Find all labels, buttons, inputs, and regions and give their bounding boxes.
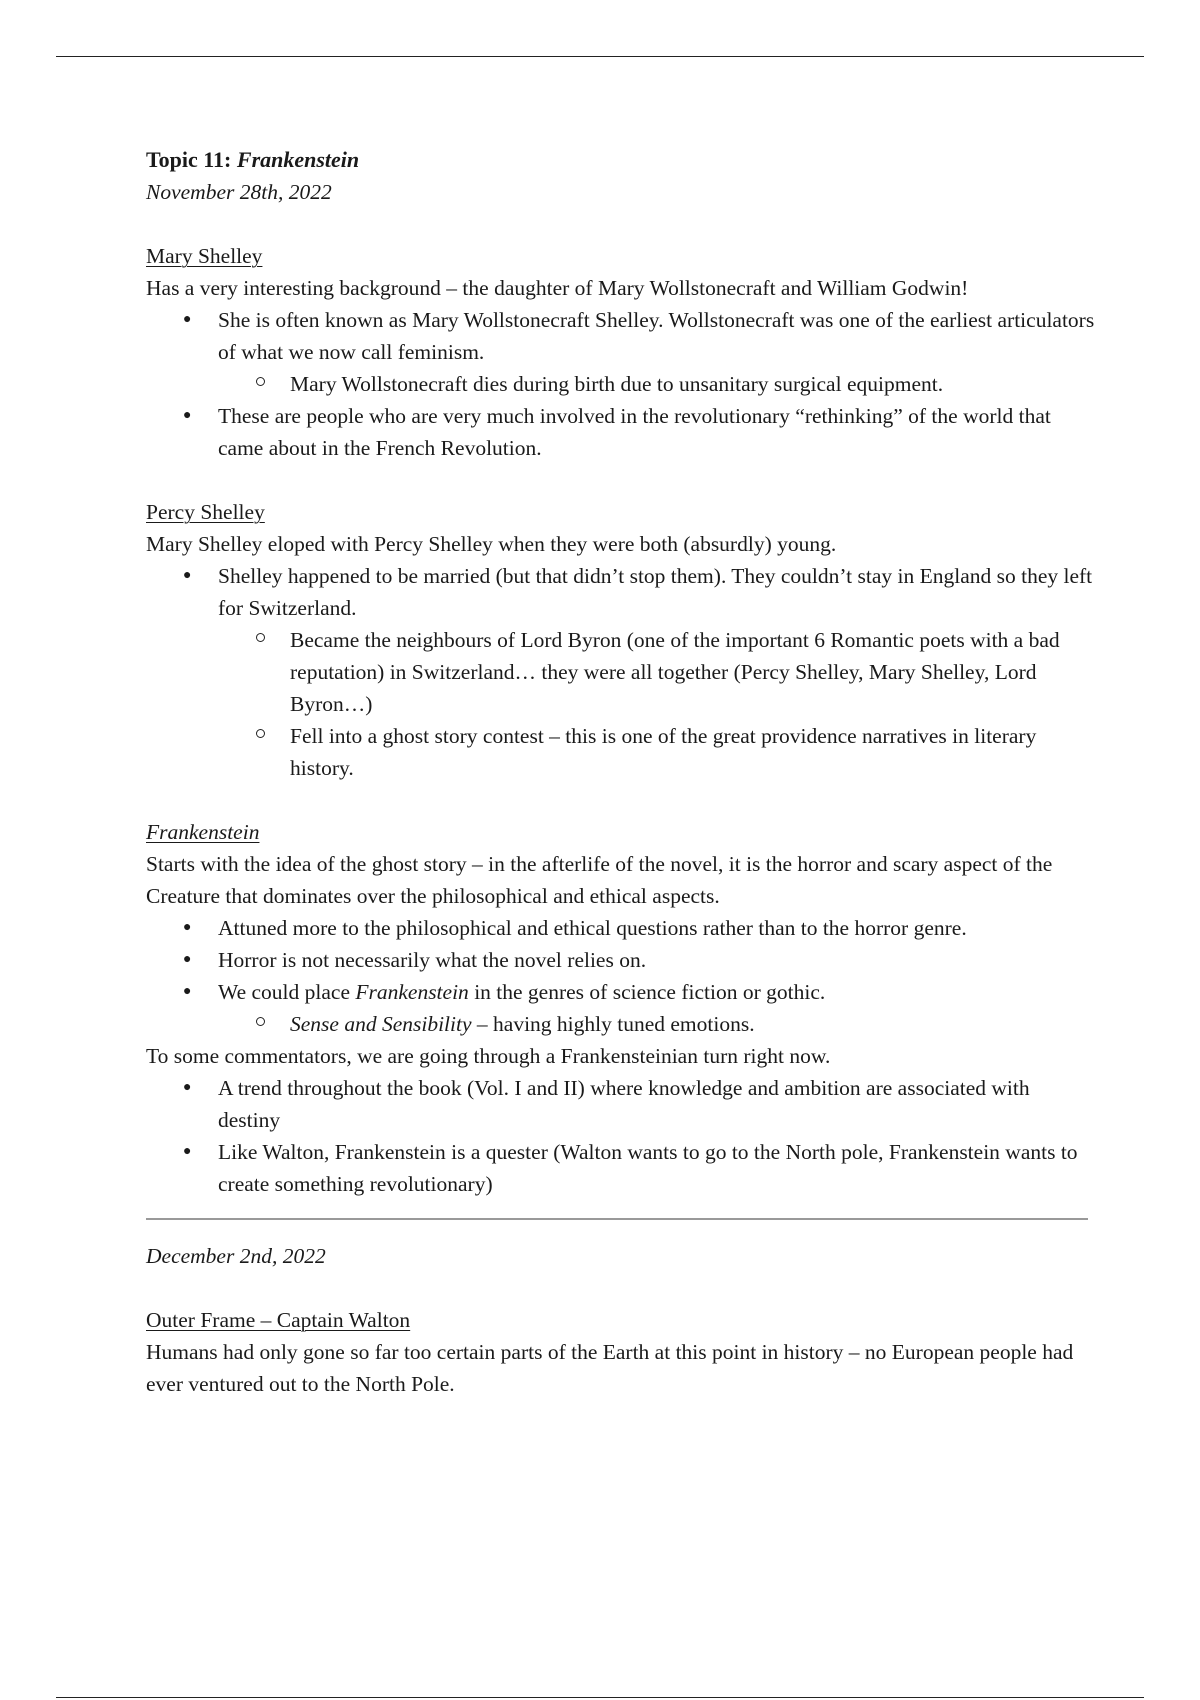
bullet-icon: ● <box>183 984 192 999</box>
list-item <box>146 976 1096 1008</box>
bullet-icon: ● <box>183 920 192 935</box>
mary-sub-list <box>146 368 1096 400</box>
walton-intro: Humans had only gone so far too certain parts of the Earth at this point in history – no European people had ever ventured out to the North Pole. <box>146 1340 1074 1396</box>
frank-bullet-2: Horror is not necessarily what the novel relies on. <box>218 948 647 972</box>
list-item <box>218 720 1096 784</box>
frank-sub-bullet-1 <box>290 1012 755 1036</box>
frank-bullet-5: Like Walton, Frankenstein is a quester (Walton wants to go to the North pole, Frankenstein wants to create something revolutionary) <box>218 1140 1078 1196</box>
frank-bullet-list <box>146 912 1096 1008</box>
frank-intro: Starts with the idea of the ghost story – in the afterlife of the novel, it is the horror and scary aspect of the Creature that dominates over the philosophical and ethical aspects. <box>146 852 1053 908</box>
mary-bullet-list <box>146 304 1096 368</box>
hollow-bullet-icon <box>256 1017 265 1026</box>
title-book: Frankenstein <box>236 147 360 172</box>
list-item <box>218 624 1096 720</box>
frank-sub-list <box>146 1008 1096 1040</box>
percy-sub-bullet-1: Became the neighbours of Lord Byron (one of the important 6 Romantic poets with a bad reputation) in Switzerland… they were all together (Percy Shelley, Mary Shelley, Lord Byron…) <box>290 628 1060 716</box>
frank-bullet-1: Attuned more to the philosophical and ethical questions rather than to the horror genre. <box>218 916 967 940</box>
bullet-icon: ● <box>183 568 192 583</box>
frank-bullet-3-pre: We could place <box>218 980 356 1004</box>
title-prefix: Topic 11: <box>146 147 237 172</box>
percy-bullet-1: Shelley happened to be married (but that didn’t stop them). They couldn’t stay in England so they left for Switzerland. <box>218 564 1093 620</box>
frank-bullet-3 <box>218 980 825 1004</box>
bullet-icon: ● <box>183 312 192 327</box>
list-item <box>146 944 1096 976</box>
document-body <box>146 144 1096 1400</box>
frank-bullet-4: A trend throughout the book (Vol. I and II) where knowledge and ambition are associated with destiny <box>218 1076 1030 1132</box>
heading-mary-shelley: Mary Shelley <box>146 244 263 268</box>
list-item <box>146 912 1096 944</box>
heading-outer-frame: Outer Frame – Captain Walton <box>146 1308 411 1332</box>
mary-sub-bullet-1: Mary Wollstonecraft dies during birth due to unsanitary surgical equipment. <box>290 372 944 396</box>
heading-frankenstein: Frankenstein <box>146 820 260 844</box>
frank-intro-2: To some commentators, we are going through a Frankensteinian turn right now. <box>146 1044 831 1068</box>
percy-intro: Mary Shelley eloped with Percy Shelley when they were both (absurdly) young. <box>146 532 837 556</box>
list-item <box>146 1136 1096 1200</box>
top-divider <box>56 56 1144 57</box>
hollow-bullet-icon <box>256 377 265 386</box>
list-item <box>146 1072 1096 1136</box>
percy-sub-list <box>146 624 1096 784</box>
bottom-divider <box>56 1697 1144 1698</box>
percy-sub-bullet-2: Fell into a ghost story contest – this is one of the great providence narratives in literary history. <box>290 724 1037 780</box>
page-title <box>146 144 1096 176</box>
hollow-bullet-icon <box>256 633 265 642</box>
list-item <box>146 400 1096 464</box>
list-item <box>218 368 1096 400</box>
frank-bullet-list-2 <box>146 1072 1096 1200</box>
mary-intro: Has a very interesting background – the daughter of Mary Wollstonecraft and William Godwin! <box>146 276 969 300</box>
mary-bullet-2: These are people who are very much involved in the revolutionary “rethinking” of the world that came about in the French Revolution. <box>218 404 1051 460</box>
bullet-icon: ● <box>183 1144 192 1159</box>
mary-bullet-list-2 <box>146 400 1096 464</box>
percy-bullet-list <box>146 560 1096 624</box>
date-december: December 2nd, 2022 <box>146 1244 326 1268</box>
list-item <box>146 304 1096 368</box>
heading-percy-shelley: Percy Shelley <box>146 500 265 524</box>
date-november: November 28th, 2022 <box>146 180 332 204</box>
mary-bullet-1: She is often known as Mary Wollstonecraft Shelley. Wollstonecraft was one of the earliest articulators of what we now call feminism. <box>218 308 1095 364</box>
list-item <box>218 1008 1096 1040</box>
frank-bullet-3-post: in the genres of science fiction or gothic. <box>468 980 826 1004</box>
hollow-bullet-icon <box>256 729 265 738</box>
frank-bullet-3-italic: Frankenstein <box>355 980 469 1004</box>
bullet-icon: ● <box>183 952 192 967</box>
frank-sub-bullet-1-italic: Sense and Sensibility <box>290 1012 472 1036</box>
list-item <box>146 560 1096 624</box>
frank-sub-bullet-1-post: – having highly tuned emotions. <box>471 1012 755 1036</box>
bullet-icon: ● <box>183 1080 192 1095</box>
bullet-icon: ● <box>183 408 192 423</box>
section-divider <box>146 1218 1088 1220</box>
